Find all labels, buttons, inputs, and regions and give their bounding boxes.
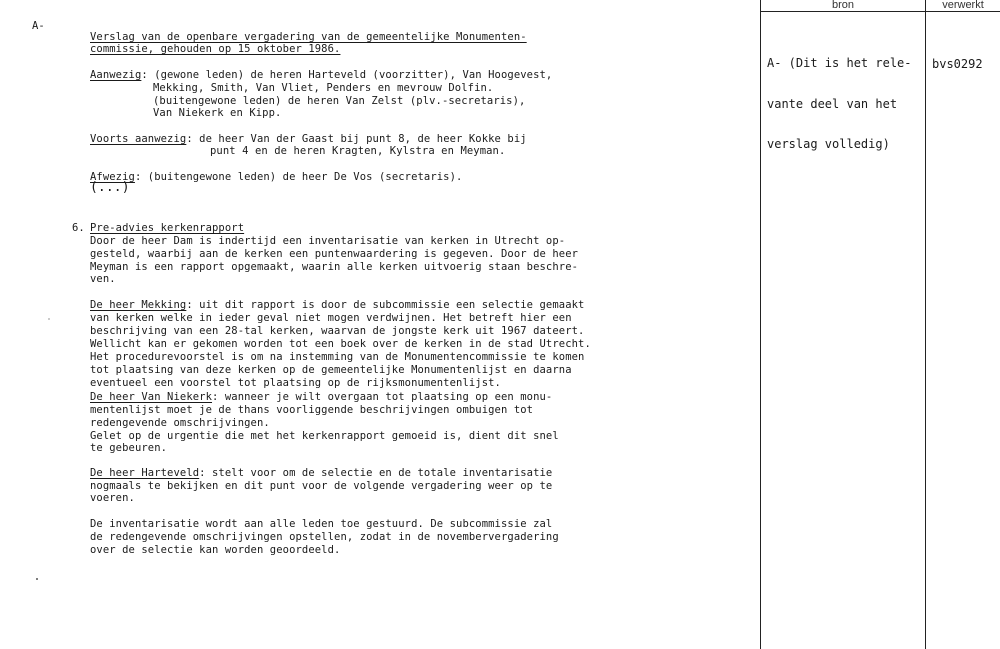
mekking-line-2: van kerken welke in ieder geval niet mogen verdwijnen. Het betreft hier een bbox=[90, 312, 572, 324]
bron-cell bbox=[767, 30, 927, 179]
voorts-line-2: punt 4 en de heren Kragten, Kylstra en Meyman. bbox=[210, 145, 506, 157]
bron-line-3: verslag volledig) bbox=[767, 137, 890, 151]
niekerk-row bbox=[90, 391, 552, 404]
aanwezig-label: Aanwezig bbox=[90, 69, 142, 81]
column-header-verwerkt: verwerkt bbox=[942, 0, 984, 11]
voorts-row bbox=[90, 133, 527, 146]
afwezig-label: Afwezig bbox=[90, 171, 135, 183]
item-number: 6. bbox=[72, 222, 85, 234]
harteveld-line-3: voeren. bbox=[90, 492, 135, 504]
report-title-line-1: Verslag van de openbare vergadering van de gemeentelijke Monumenten- bbox=[90, 31, 527, 43]
scan-speck bbox=[36, 578, 38, 580]
table-header-rule bbox=[760, 11, 1000, 12]
mekking-line-6: tot plaatsing van deze kerken op de gemeentelijke Monumentenlijst en daarna bbox=[90, 364, 572, 376]
column-header-bron: bron bbox=[831, 0, 855, 11]
voorts-text: : de heer Van der Gaast bij punt 8, de heer Kokke bij bbox=[186, 133, 527, 145]
para1-line-4: ven. bbox=[90, 273, 116, 285]
para1-line-1: Door de heer Dam is indertijd een inventarisatie van kerken in Utrecht op- bbox=[90, 235, 566, 247]
aanwezig-text: : (gewone leden) de heren Harteveld (voorzitter), Van Hoogevest, bbox=[141, 69, 553, 81]
harteveld-row bbox=[90, 467, 552, 480]
mekking-line-3: beschrijving van een 28-tal kerken, waarvan de jongste kerk uit 1967 dateert. bbox=[90, 325, 585, 337]
item-title: Pre-advies kerkenrapport bbox=[90, 222, 245, 234]
aanwezig-line-3: (buitengewone leden) de heren Van Zelst (plv.-secretaris), bbox=[153, 95, 526, 107]
mekking-line-4: Wellicht kan er gekomen worden tot een boek over de kerken in de stad Utrecht. bbox=[90, 338, 591, 350]
report-title-line-2: commissie, gehouden op 15 oktober 1986. bbox=[90, 43, 341, 55]
harteveld-label: De heer Harteveld bbox=[90, 467, 200, 479]
bron-line-1: A- (Dit is het rele- bbox=[767, 56, 912, 70]
bron-line-2: vante deel van het bbox=[767, 96, 898, 111]
closing-line-2: de redengevende omschrijvingen opstellen, zodat in de novembervergadering bbox=[90, 531, 559, 543]
niekerk-line-2: mentenlijst moet je de thans voorliggende beschrijvingen ombuigen tot bbox=[90, 404, 534, 416]
aanwezig-line-2: Mekking, Smith, Van Vliet, Penders en mevrouw Dolfin. bbox=[153, 82, 494, 94]
afwezig-row bbox=[90, 171, 462, 184]
table-border-left bbox=[760, 0, 761, 649]
afwezig-text: : (buitengewone leden) de heer De Vos (secretaris). bbox=[134, 171, 463, 183]
niekerk-line-3: redengevende omschrijvingen. bbox=[90, 417, 270, 429]
aanwezig-line-4: Van Niekerk en Kipp. bbox=[153, 107, 282, 119]
aanwezig-row bbox=[90, 69, 552, 82]
niekerk-text: : wanneer je wilt overgaan tot plaatsing op een monu- bbox=[212, 391, 553, 403]
niekerk-label: De heer Van Niekerk bbox=[90, 391, 213, 403]
margin-mark: A- bbox=[32, 20, 45, 32]
voorts-label: Voorts aanwezig bbox=[90, 133, 187, 145]
mekking-row bbox=[90, 299, 584, 312]
mekking-label: De heer Mekking bbox=[90, 299, 187, 311]
mekking-line-5: Het procedurevoorstel is om na instemming van de Monumentencommissie te komen bbox=[90, 351, 585, 363]
harteveld-line-2: nogmaals te bekijken en dit punt voor de volgende vergadering weer op te bbox=[90, 480, 553, 492]
niekerk-line-4: Gelet op de urgentie die met het kerkenrapport gemoeid is, dient dit snel bbox=[90, 430, 559, 442]
harteveld-text: : stelt voor om de selectie en de totale inventarisatie bbox=[199, 467, 553, 479]
scan-speck bbox=[48, 318, 50, 320]
closing-line-1: De inventarisatie wordt aan alle leden toe gestuurd. De subcommissie zal bbox=[90, 518, 553, 530]
closing-line-3: over de selectie kan worden geoordeeld. bbox=[90, 544, 341, 556]
niekerk-line-5: te gebeuren. bbox=[90, 442, 168, 454]
para1-line-3: Meyman is een rapport opgemaakt, waarin alle kerken uitvoerig staan beschre- bbox=[90, 261, 579, 273]
para1-line-2: gesteld, waarbij aan de kerken een puntenwaardering is gegeven. Door de heer bbox=[90, 248, 579, 260]
mekking-text: : uit dit rapport is door de subcommissie een selectie gemaakt bbox=[186, 299, 585, 311]
verwerkt-code: bvs0292 bbox=[932, 57, 983, 71]
mekking-line-7: eventueel een voorstel tot plaatsing op de rijksmonumentenlijst. bbox=[90, 377, 501, 389]
ellipsis-mark: (...) bbox=[90, 180, 130, 195]
